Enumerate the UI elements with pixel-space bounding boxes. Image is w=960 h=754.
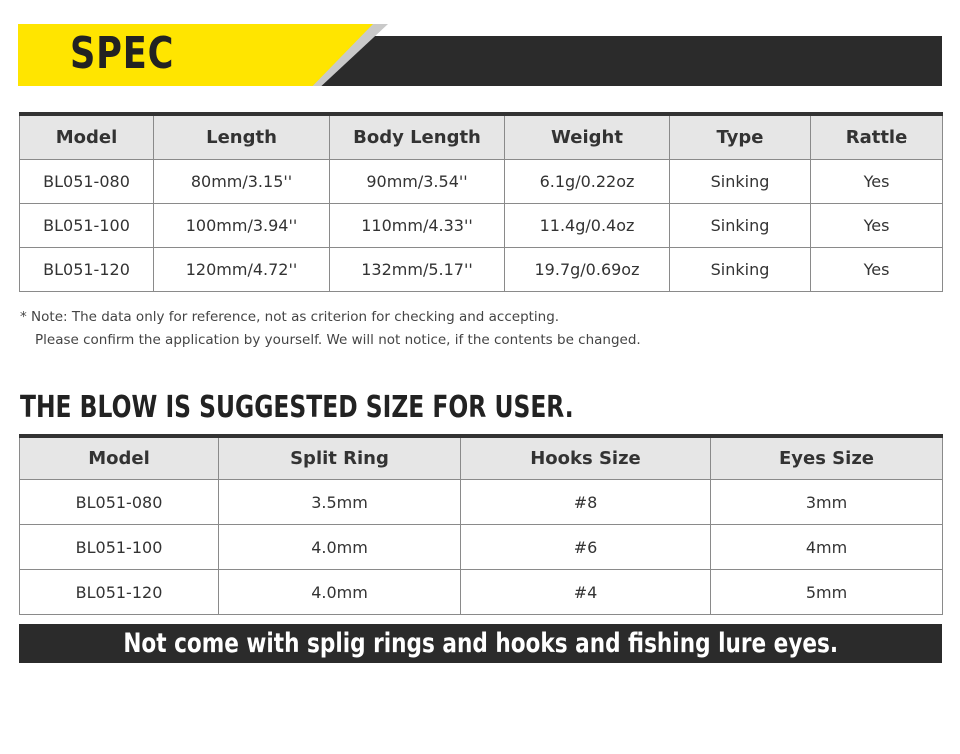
cell-model: BL051-100 <box>20 525 219 570</box>
cell-rattle: Yes <box>811 248 943 292</box>
cell-rattle: Yes <box>811 160 943 204</box>
cell-model: BL051-120 <box>20 570 219 615</box>
suggested-size-table <box>19 434 943 615</box>
header-split-ring: Split Ring <box>219 436 461 480</box>
cell-weight: 19.7g/0.69oz <box>505 248 670 292</box>
table-row <box>20 480 943 525</box>
footer-banner <box>19 624 942 663</box>
cell-split-ring: 3.5mm <box>219 480 461 525</box>
cell-model: BL051-080 <box>20 160 154 204</box>
cell-model: BL051-100 <box>20 204 154 248</box>
table-row <box>20 160 943 204</box>
cell-model: BL051-080 <box>20 480 219 525</box>
note-line-1: * Note: The data only for reference, not as criterion for checking and accepting. <box>20 309 560 325</box>
cell-weight: 6.1g/0.22oz <box>505 160 670 204</box>
header-weight: Weight <box>505 114 670 160</box>
cell-body-length: 110mm/4.33'' <box>330 204 505 248</box>
footer-text: Not come with splig rings and hooks and fishing lure eyes. <box>123 628 838 659</box>
cell-split-ring: 4.0mm <box>219 570 461 615</box>
header-type: Type <box>670 114 811 160</box>
header-model: Model <box>20 436 219 480</box>
suggest-header-row <box>20 436 943 480</box>
suggested-size-heading: THE BLOW IS SUGGESTED SIZE FOR USER. <box>20 390 574 425</box>
cell-rattle: Yes <box>811 204 943 248</box>
table-row <box>20 570 943 615</box>
cell-type: Sinking <box>670 160 811 204</box>
cell-length: 80mm/3.15'' <box>154 160 330 204</box>
header-model: Model <box>20 114 154 160</box>
banner-title: SPEC <box>70 28 175 79</box>
cell-type: Sinking <box>670 204 811 248</box>
cell-body-length: 90mm/3.54'' <box>330 160 505 204</box>
header-hooks-size: Hooks Size <box>461 436 711 480</box>
cell-hooks-size: #6 <box>461 525 711 570</box>
cell-eyes-size: 4mm <box>711 525 943 570</box>
table-row <box>20 204 943 248</box>
cell-body-length: 132mm/5.17'' <box>330 248 505 292</box>
cell-hooks-size: #8 <box>461 480 711 525</box>
header-rattle: Rattle <box>811 114 943 160</box>
header-body-length: Body Length <box>330 114 505 160</box>
header-eyes-size: Eyes Size <box>711 436 943 480</box>
spec-banner <box>18 24 942 86</box>
header-length: Length <box>154 114 330 160</box>
table-row <box>20 248 943 292</box>
table-row <box>20 525 943 570</box>
note-text <box>20 306 641 352</box>
cell-weight: 11.4g/0.4oz <box>505 204 670 248</box>
spec-header-row <box>20 114 943 160</box>
note-line-2: Please confirm the application by yourself. We will not notice, if the contents be changed. <box>35 332 641 348</box>
cell-model: BL051-120 <box>20 248 154 292</box>
spec-table <box>19 112 943 292</box>
cell-type: Sinking <box>670 248 811 292</box>
cell-hooks-size: #4 <box>461 570 711 615</box>
cell-length: 100mm/3.94'' <box>154 204 330 248</box>
cell-length: 120mm/4.72'' <box>154 248 330 292</box>
cell-split-ring: 4.0mm <box>219 525 461 570</box>
cell-eyes-size: 5mm <box>711 570 943 615</box>
cell-eyes-size: 3mm <box>711 480 943 525</box>
